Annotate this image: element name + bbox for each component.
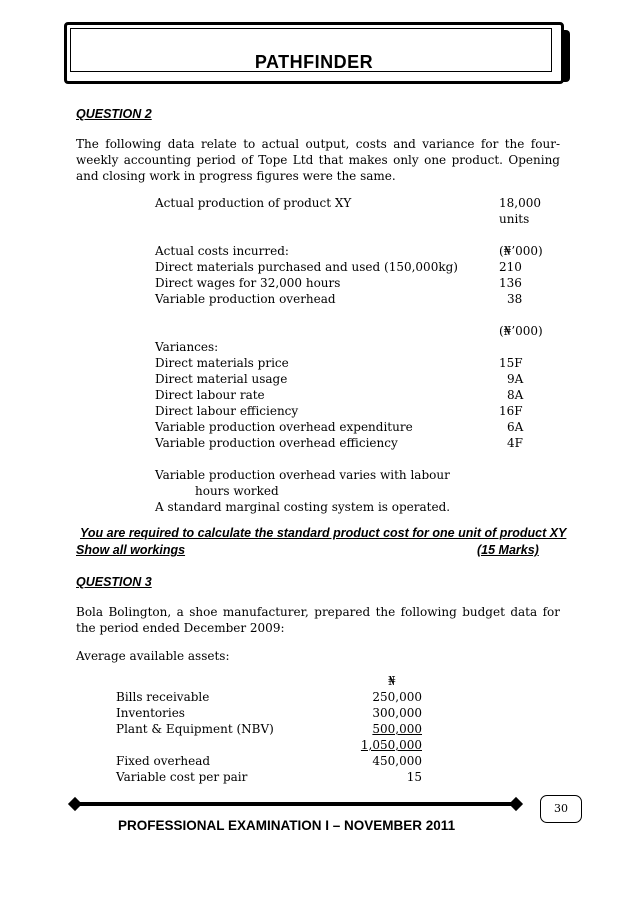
production-label: Actual production of product XY bbox=[155, 196, 352, 210]
asset-row-value: 500,000 bbox=[372, 722, 422, 736]
asset-row-value: 300,000 bbox=[372, 706, 422, 720]
variance-row-value: 9A bbox=[507, 372, 524, 386]
page-number: 30 bbox=[540, 795, 582, 823]
currency-symbol: ₦ bbox=[388, 674, 396, 688]
cost-row-value: 136 bbox=[499, 276, 522, 290]
production-value: 18,000 bbox=[499, 196, 541, 210]
other-row-label: Variable cost per pair bbox=[116, 770, 248, 784]
cost-row-value: 38 bbox=[507, 292, 523, 306]
diamond-right-icon bbox=[509, 797, 523, 811]
note-overhead-cont: hours worked bbox=[195, 484, 279, 498]
assets-label: Average available assets: bbox=[76, 649, 230, 663]
variance-row-label: Variable production overhead expenditure bbox=[155, 420, 413, 434]
cost-row-label: Variable production overhead bbox=[155, 292, 336, 306]
required-instruction: You are required to calculate the standard product cost for one unit of product XY bbox=[80, 526, 567, 540]
variance-row-label: Direct materials price bbox=[155, 356, 289, 370]
costs-unit: (₦’000) bbox=[499, 244, 543, 258]
diamond-left-icon bbox=[68, 797, 82, 811]
cost-row-label: Direct materials purchased and used (150,000kg) bbox=[155, 260, 458, 274]
question-2-heading: QUESTION 2 bbox=[76, 107, 152, 121]
asset-row-label: Plant & Equipment (NBV) bbox=[116, 722, 274, 736]
asset-row-label: Inventories bbox=[116, 706, 185, 720]
variance-row-value: 16F bbox=[499, 404, 523, 418]
variance-row-label: Direct labour efficiency bbox=[155, 404, 299, 418]
question-3-intro: Bola Bolington, a shoe manufacturer, prepared the following budget data for the period ended December 2009: bbox=[76, 605, 560, 635]
variance-row-value: 15F bbox=[499, 356, 523, 370]
show-workings: Show all workings bbox=[76, 543, 186, 557]
note-overhead: Variable production overhead varies with labour bbox=[155, 468, 450, 482]
variance-row-label: Direct labour rate bbox=[155, 388, 265, 402]
marks: (15 Marks) bbox=[477, 543, 539, 557]
page-title: PATHFINDER bbox=[254, 52, 374, 72]
asset-row-label: Bills receivable bbox=[116, 690, 210, 704]
variances-unit: (₦’000) bbox=[499, 324, 543, 338]
variance-row-value: 8A bbox=[507, 388, 524, 402]
asset-row-value: 250,000 bbox=[372, 690, 422, 704]
variance-row-label: Direct material usage bbox=[155, 372, 288, 386]
variance-row-label: Variable production overhead efficiency bbox=[155, 436, 398, 450]
other-row-label: Fixed overhead bbox=[116, 754, 211, 768]
assets-total: 1,050,000 bbox=[360, 738, 422, 752]
cost-row-value: 210 bbox=[499, 260, 522, 274]
production-unit: units bbox=[499, 212, 530, 226]
footer-rule bbox=[76, 802, 516, 806]
variances-label: Variances: bbox=[155, 340, 219, 354]
question-3-heading: QUESTION 3 bbox=[76, 575, 152, 589]
footer-text: PROFESSIONAL EXAMINATION I – NOVEMBER 2011 bbox=[118, 818, 456, 833]
cost-row-label: Direct wages for 32,000 hours bbox=[155, 276, 341, 290]
question-2-intro: The following data relate to actual output, costs and variance for the four-weekly accounting period of Tope Ltd that makes only one product. Opening and closing work in progress figures were the same. bbox=[76, 137, 560, 183]
costs-label: Actual costs incurred: bbox=[155, 244, 289, 258]
other-row-value: 450,000 bbox=[372, 754, 422, 768]
variance-row-value: 6A bbox=[507, 420, 524, 434]
variance-row-value: 4F bbox=[507, 436, 523, 450]
note-costing-system: A standard marginal costing system is operated. bbox=[155, 500, 451, 514]
other-row-value: 15 bbox=[406, 770, 422, 784]
